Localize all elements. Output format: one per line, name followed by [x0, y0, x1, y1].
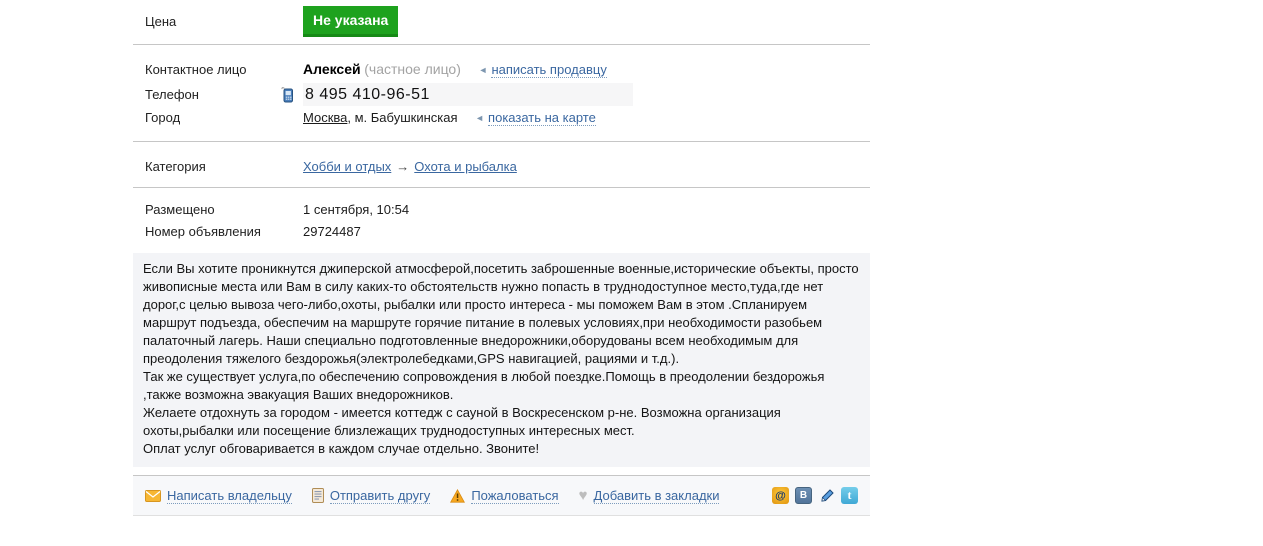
ad-number-value: 29724487 — [303, 224, 361, 239]
vk-icon[interactable]: В — [795, 487, 812, 504]
description-paragraph: Если Вы хотите проникнутся джиперской атмосферой,посетить заброшенные военные,исторические объекты, просто живописные места или Вам в силу каких-то обстоятельств нужно попасть в труднодоступное место,туда,где нет дорог,с целью вывоза чего-либо,охоты, рыбалки или просто интереса - мы поможем Вам в этом .Спланируем маршрут подъезда, обеспечим на маршруте горячие питание в полевых условиях,при необходимости разобьем палаточный лагерь. Наши специально подготовленные внедорожники,оборудованы всем необходимым для преодоления тяжелого бездорожья(электролебедками,GPS навигацией, рациями и т.д.). — [143, 261, 859, 366]
actions-bar — [133, 475, 870, 516]
write-seller-link[interactable]: написать продавцу — [491, 62, 607, 77]
phone-label: Телефон — [145, 87, 199, 102]
category-section — [133, 142, 870, 188]
mailru-icon[interactable]: @ — [772, 487, 789, 504]
contact-section — [133, 45, 870, 142]
city-link[interactable]: Москва — [303, 110, 348, 125]
report-link[interactable]: Пожаловаться — [471, 487, 559, 503]
social-share-icons — [772, 487, 858, 504]
contact-person-row — [133, 58, 870, 83]
envelope-icon — [145, 490, 161, 502]
ad-description — [133, 253, 870, 467]
description-paragraph: Желаете отдохнуть за городом - имеется коттедж с сауной в Воскресенском р-не. Возможна организация охоты,рыбалки или посещение близлежащих труднодоступных интересных мест. — [143, 405, 781, 438]
city-label: Город — [145, 110, 181, 125]
livejournal-icon[interactable] — [818, 487, 835, 504]
bookmark-action[interactable] — [579, 488, 720, 504]
warning-icon — [450, 489, 465, 503]
report-action[interactable] — [450, 488, 558, 504]
contact-person-type: (частное лицо) — [364, 61, 461, 77]
twitter-icon[interactable]: t — [841, 487, 858, 504]
send-friend-action[interactable] — [312, 488, 430, 504]
ad-number-label: Номер объявления — [145, 224, 261, 239]
ad-details-panel — [133, 0, 870, 516]
note-icon — [312, 488, 324, 503]
description-paragraph: Оплат услуг обговаривается в каждом случае отдельно. Звоните! — [143, 441, 540, 456]
phone-highlight — [303, 83, 633, 106]
category-label: Категория — [145, 159, 206, 174]
description-paragraph: Так же существует услуга,по обеспечению сопровождения в любой поездке.Помощь в преодолении бездорожья ,также возможна эвакуация Ваших внедорожников. — [143, 369, 825, 402]
left-arrow-icon: ◄ — [475, 113, 485, 123]
contact-person-name: Алексей — [303, 61, 361, 77]
left-arrow-icon: ◄ — [478, 65, 488, 75]
category-parent-link[interactable]: Хобби и отдых — [303, 159, 392, 174]
city-metro-text: , м. Бабушкинская — [347, 110, 458, 125]
meta-section — [133, 188, 870, 243]
bookmark-link[interactable]: Добавить в закладки — [593, 487, 720, 503]
price-label: Цена — [145, 14, 177, 29]
show-on-map-link[interactable]: показать на карте — [488, 110, 596, 125]
category-child-link[interactable]: Охота и рыбалка — [414, 159, 517, 174]
heart-icon: ♥ — [578, 487, 588, 504]
mobile-phone-icon — [281, 86, 295, 110]
right-arrow-icon: → — [396, 159, 410, 174]
city-row — [133, 106, 870, 131]
phone-row — [133, 83, 870, 106]
posted-label: Размещено — [145, 202, 215, 217]
posted-value: 1 сентября, 10:54 — [303, 202, 410, 217]
write-owner-action[interactable] — [145, 488, 292, 504]
price-section — [133, 0, 870, 45]
contact-person-label: Контактное лицо — [145, 62, 247, 77]
phone-number: 8 495 410-96-51 — [305, 86, 430, 103]
price-badge: Не указана — [303, 6, 398, 37]
write-owner-link[interactable]: Написать владельцу — [167, 487, 292, 503]
send-friend-link[interactable]: Отправить другу — [329, 487, 431, 503]
